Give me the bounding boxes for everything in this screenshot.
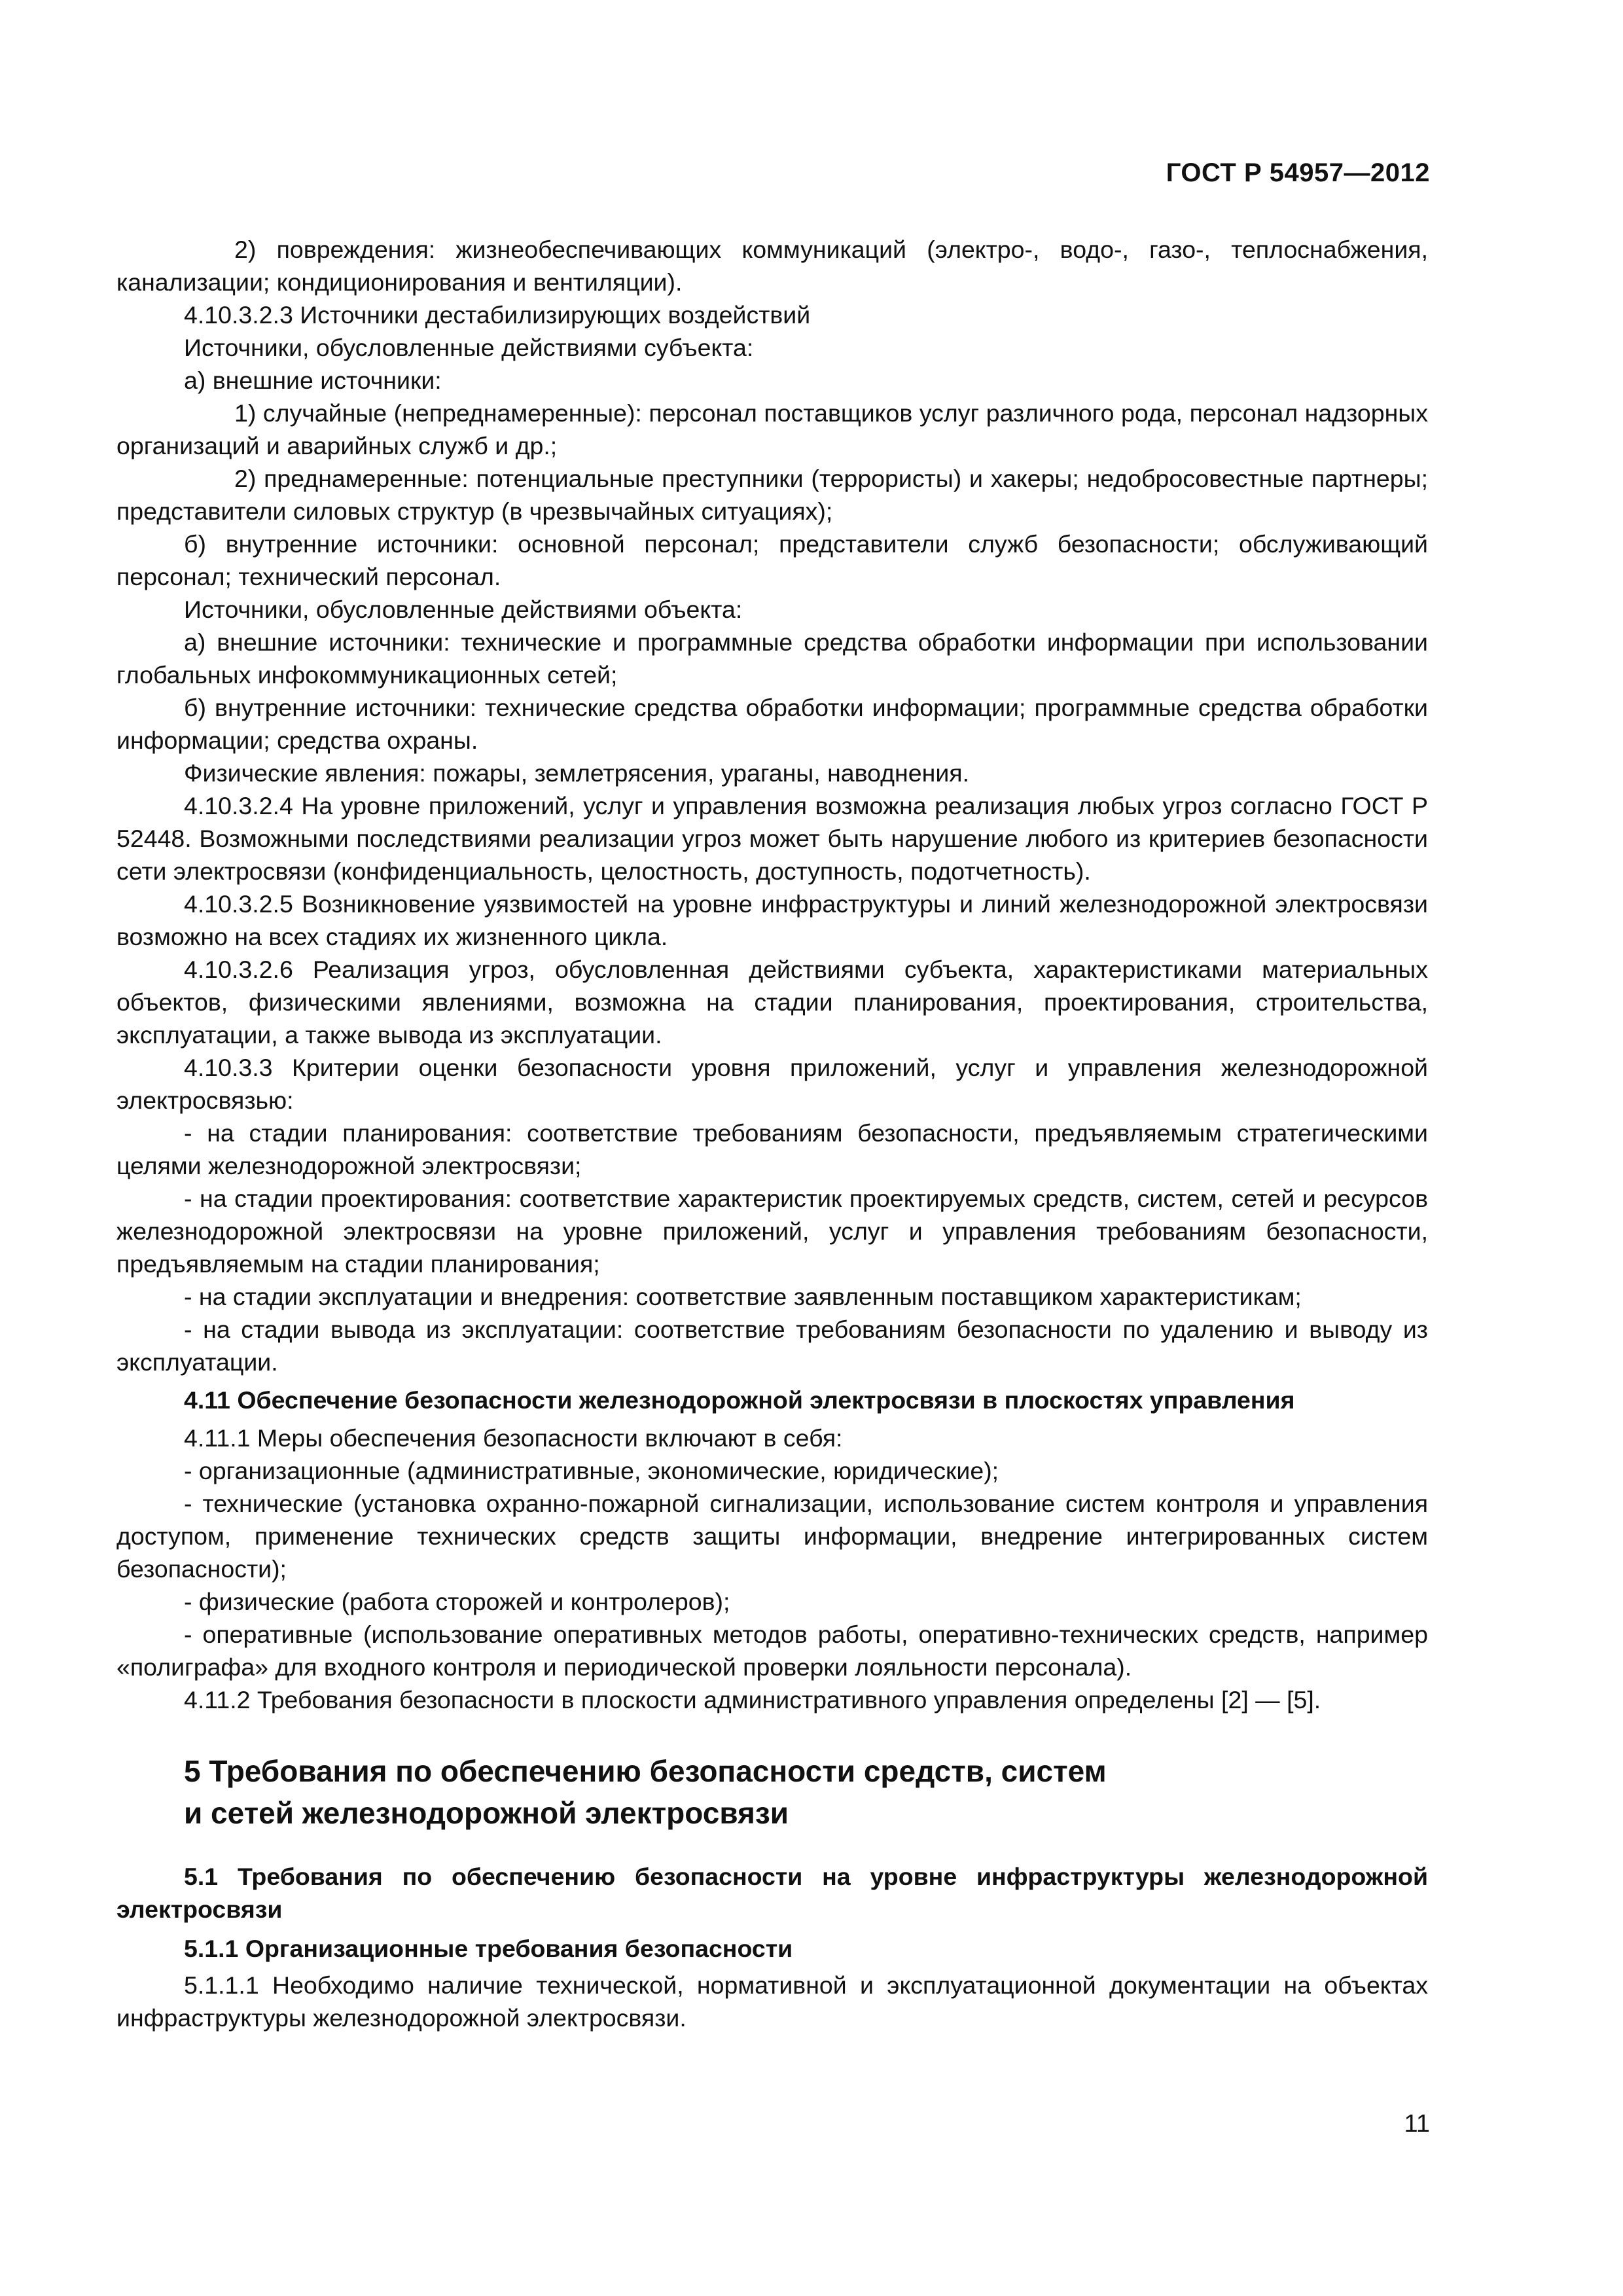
- section-5-title-line1: 5 Требования по обеспечению безопасности средств, систем: [184, 1754, 1107, 1788]
- list-item: - физические (работа сторожей и контролеров);: [184, 1588, 730, 1615]
- paragraph: 2) преднамеренные: потенциальные преступники (террористы) и хакеры; недобросовестные партнеры; представители силовых структур (в чрезвычайных ситуациях);: [116, 465, 1428, 525]
- paragraph: 5.1.1.1 Необходимо наличие технической, нормативной и эксплуатационной документации на объектах инфраструктуры железнодорожной электросвязи.: [116, 1971, 1428, 2032]
- list-item: - оперативные (использование оперативных методов работы, оперативно-технических средств, например «полиграфа» для входного контроля и периодической проверки лояльности персонала).: [116, 1621, 1428, 1681]
- paragraph: 4.10.3.2.3 Источники дестабилизирующих воздействий: [184, 301, 811, 329]
- document-body: [116, 233, 1428, 2034]
- paragraph: а) внешние источники:: [184, 367, 442, 394]
- list-item: - на стадии эксплуатации и внедрения: соответствие заявленным поставщиком характеристикам;: [184, 1283, 1302, 1310]
- list-item: - на стадии проектирования: соответствие характеристик проектируемых средств, систем, сетей и ресурсов железнодорожной электросвязи на уровне приложений, услуг и управления требованиям безопасности, предъявляемым на стадии планирования;: [116, 1185, 1428, 1278]
- paragraph: Источники, обусловленные действиями субъекта:: [184, 334, 754, 361]
- section-heading-4-11: 4.11 Обеспечение безопасности железнодорожной электросвязи в плоскостях управления: [184, 1386, 1295, 1414]
- subsection-5-1-heading: 5.1 Требования по обеспечению безопасности на уровне инфраструктуры железнодорожной электросвязи: [116, 1863, 1428, 1923]
- list-item: - на стадии вывода из эксплуатации: соответствие требованиям безопасности по удалению и выводу из эксплуатации.: [116, 1316, 1428, 1376]
- section-5-title: [184, 1750, 1428, 1834]
- paragraph: 4.10.3.2.6 Реализация угроз, обусловленная действиями субъекта, характеристиками материальных объектов, физическими явлениями, возможна на стадии планирования, проектирования, строительства, эксплуатации, а также вывода из эксплуатации.: [116, 956, 1428, 1049]
- list-item: - организационные (административные, экономические, юридические);: [184, 1457, 999, 1484]
- paragraph: 4.11.1 Меры обеспечения безопасности включают в себя:: [184, 1424, 843, 1452]
- paragraph: 4.11.2 Требования безопасности в плоскости административного управления определены [2] — [5].: [184, 1686, 1321, 1713]
- list-item: - технические (установка охранно-пожарной сигнализации, использование систем контроля и управления доступом, применение технических средств защиты информации, внедрение интегрированных систем безопасности);: [116, 1490, 1428, 1583]
- paragraph: Источники, обусловленные действиями объекта:: [184, 596, 743, 623]
- paragraph: Физические явления: пожары, землетрясения, ураганы, наводнения.: [184, 759, 969, 787]
- subsection-5-1-1-heading: 5.1.1 Организационные требования безопасности: [184, 1935, 793, 1962]
- paragraph: а) внешние источники: технические и программные средства обработки информации при использовании глобальных инфокоммуникационных сетей;: [116, 628, 1428, 689]
- paragraph: б) внутренние источники: технические средства обработки информации; программные средства обработки информации; средства охраны.: [116, 694, 1428, 754]
- paragraph: б) внутренние источники: основной персонал; представители служб безопасности; обслуживающий персонал; технический персонал.: [116, 530, 1428, 590]
- document-id-header: ГОСТ Р 54957—2012: [1166, 158, 1430, 187]
- paragraph: 1) случайные (непреднамеренные): персонал поставщиков услуг различного рода, персонал надзорных организаций и аварийных служб и др.;: [116, 399, 1428, 459]
- list-item: - на стадии планирования: соответствие требованиям безопасности, предъявляемым стратегическими целями железнодорожной электросвязи;: [116, 1119, 1428, 1179]
- section-5-title-line2: и сетей железнодорожной электросвязи: [184, 1796, 789, 1830]
- paragraph: 4.10.3.2.4 На уровне приложений, услуг и управления возможна реализация любых угроз согласно ГОСТ Р 52448. Возможными последствиями реализации угроз может быть нарушение любого из критериев безопасности сети электросвязи (конфиденциальность, целостность, доступность, подотчетность).: [116, 792, 1428, 885]
- paragraph: 2) повреждения: жизнеобеспечивающих коммуникаций (электро-, водо-, газо-, теплоснабжения, канализации; кондиционирования и вентиляции).: [116, 236, 1428, 296]
- paragraph: 4.10.3.2.5 Возникновение уязвимостей на уровне инфраструктуры и линий железнодорожной электросвязи возможно на всех стадиях их жизненного цикла.: [116, 890, 1428, 950]
- paragraph: 4.10.3.3 Критерии оценки безопасности уровня приложений, услуг и управления железнодорожной электросвязью:: [116, 1054, 1428, 1114]
- page-number: 11: [1404, 2110, 1430, 2138]
